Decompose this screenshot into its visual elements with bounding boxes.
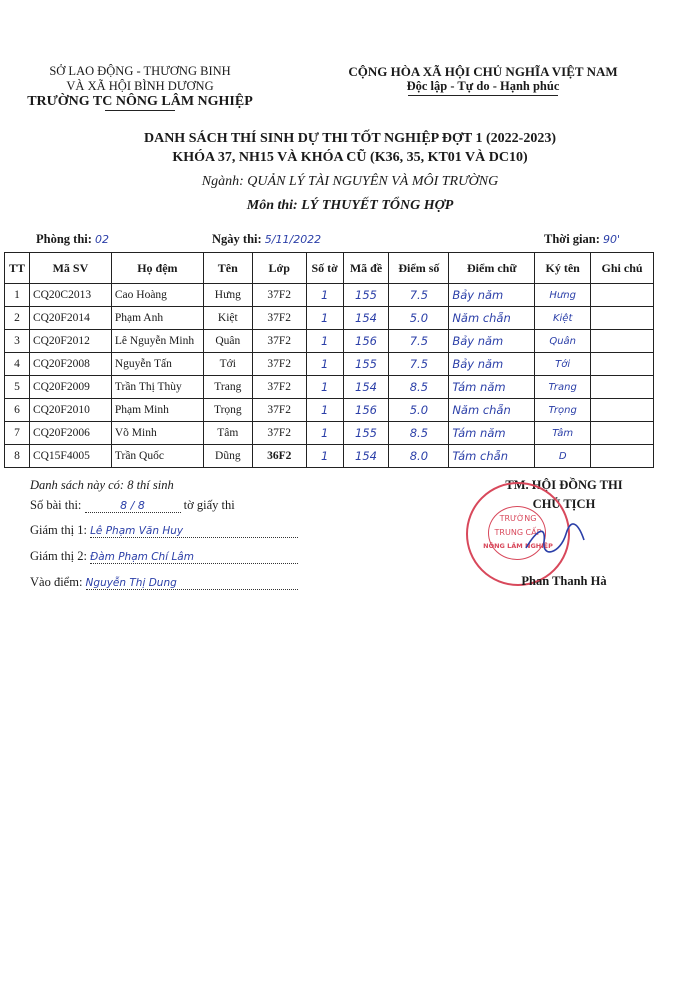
col-header-signature: Ký tên <box>535 253 591 284</box>
cell-given-name: Trọng <box>203 399 252 422</box>
major-name: QUẢN LÝ TÀI NGUYÊN VÀ MÔI TRƯỜNG <box>247 174 499 189</box>
cell-given-name: Quân <box>203 330 252 353</box>
cell-given-name: Hưng <box>203 284 252 307</box>
cell-surname: Trần Thị Thùy <box>111 376 203 399</box>
cell-class: 37F2 <box>252 307 306 330</box>
cell-student-id: CQ20F2008 <box>29 353 111 376</box>
table-row <box>5 307 654 330</box>
cell-class: 37F2 <box>252 330 306 353</box>
cell-score: 8.5 <box>389 422 449 445</box>
cell-tt: 1 <box>5 284 30 307</box>
cell-sheets: 1 <box>306 422 343 445</box>
cell-score-words: Bảy năm <box>449 330 535 353</box>
cell-tt: 7 <box>5 422 30 445</box>
cell-signature: Kiệt <box>535 307 591 330</box>
major-label: Ngành: <box>201 174 244 189</box>
cell-tt: 3 <box>5 330 30 353</box>
cell-exam-code: 154 <box>343 307 389 330</box>
school-name: TRƯỜNG TC NÔNG LÂM NGHIỆP <box>27 94 253 109</box>
cell-tt: 6 <box>5 399 30 422</box>
cell-exam-code: 154 <box>343 445 389 468</box>
proctor-2-signature: Đàm Phạm Chí Lâm <box>90 551 298 564</box>
cell-notes <box>591 376 654 399</box>
cell-sheets: 1 <box>306 399 343 422</box>
cell-sheets: 1 <box>306 445 343 468</box>
cell-sheets: 1 <box>306 330 343 353</box>
cell-exam-code: 156 <box>343 330 389 353</box>
papers-suffix: tờ giấy thi <box>183 498 235 512</box>
cell-surname: Võ Minh <box>111 422 203 445</box>
cell-exam-code: 154 <box>343 376 389 399</box>
cell-student-id: CQ20C2013 <box>29 284 111 307</box>
cell-class: 37F2 <box>252 399 306 422</box>
cell-signature: Hưng <box>535 284 591 307</box>
cell-signature: Tới <box>535 353 591 376</box>
cell-class: 37F2 <box>252 376 306 399</box>
col-header-tt: TT <box>5 253 30 284</box>
cell-notes <box>591 330 654 353</box>
major-line <box>0 174 700 190</box>
papers-label: Số bài thi: <box>30 498 82 512</box>
country-name: CỘNG HÒA XÃ HỘI CHỦ NGHĨA VIỆT NAM <box>348 64 618 79</box>
cell-score-words: Tám năm <box>449 422 535 445</box>
score-entry-signature: Nguyễn Thị Dung <box>86 577 298 590</box>
cell-exam-code: 155 <box>343 284 389 307</box>
chair-name: Phan Thanh Hà <box>521 574 607 588</box>
col-header-score-words: Điểm chữ <box>449 253 535 284</box>
cell-surname: Phạm Minh <box>111 399 203 422</box>
cell-signature: Trang <box>535 376 591 399</box>
cell-surname: Trần Quốc <box>111 445 203 468</box>
proctor-1-line <box>30 523 298 538</box>
score-entry-label: Vào điểm: <box>30 575 83 589</box>
col-header-class: Lớp <box>252 253 306 284</box>
col-header-surname: Họ đệm <box>111 253 203 284</box>
exam-room <box>36 232 109 247</box>
cell-tt: 8 <box>5 445 30 468</box>
cell-student-id: CQ15F4005 <box>29 445 111 468</box>
cell-notes <box>591 353 654 376</box>
cell-score-words: Năm chẵn <box>449 399 535 422</box>
cell-given-name: Trang <box>203 376 252 399</box>
cell-tt: 5 <box>5 376 30 399</box>
cell-score-words: Bảy năm <box>449 284 535 307</box>
col-header-student-id: Mã SV <box>29 253 111 284</box>
chair-handwritten-signature <box>520 520 590 560</box>
cell-given-name: Kiệt <box>203 307 252 330</box>
cell-sheets: 1 <box>306 284 343 307</box>
cell-score: 5.0 <box>389 399 449 422</box>
cell-sheets: 1 <box>306 376 343 399</box>
exam-date <box>212 232 321 247</box>
table-row <box>5 284 654 307</box>
table-row <box>5 422 654 445</box>
cell-score-words: Tám chẵn <box>449 445 535 468</box>
proctor-1-signature: Lê Phạm Văn Huy <box>90 525 298 538</box>
cell-score: 8.0 <box>389 445 449 468</box>
cell-sheets: 1 <box>306 353 343 376</box>
date-label: Ngày thi: <box>212 232 262 246</box>
proctor-1-label: Giám thị 1: <box>30 523 87 537</box>
col-header-sheets: Số tờ <box>306 253 343 284</box>
country-motto: Độc lập - Tự do - Hạnh phúc <box>406 79 560 93</box>
issuing-authority <box>20 64 260 111</box>
subject-label: Môn thi: <box>246 198 298 213</box>
table-header-row <box>5 253 654 284</box>
chair-title: CHỦ TỊCH <box>532 497 596 511</box>
papers-value: 8 / 8 <box>85 499 181 513</box>
motto-underline <box>408 95 558 96</box>
authority-line-2: VÀ XÃ HỘI BÌNH DƯƠNG <box>66 79 214 93</box>
cell-student-id: CQ20F2009 <box>29 376 111 399</box>
table-row <box>5 445 654 468</box>
duration-label: Thời gian: <box>544 232 600 246</box>
cell-notes <box>591 422 654 445</box>
cell-class: 37F2 <box>252 284 306 307</box>
cell-class: 37F2 <box>252 422 306 445</box>
cell-notes <box>591 284 654 307</box>
cell-surname: Cao Hoàng <box>111 284 203 307</box>
cell-notes <box>591 399 654 422</box>
seal-text-line-1: TRƯỜNG <box>499 514 537 523</box>
col-header-notes: Ghi chú <box>591 253 654 284</box>
col-header-exam-code: Mã đề <box>343 253 389 284</box>
national-heading <box>318 64 648 96</box>
papers-line <box>30 498 235 513</box>
cell-signature: Tâm <box>535 422 591 445</box>
cell-class: 37F2 <box>252 353 306 376</box>
col-header-given-name: Tên <box>203 253 252 284</box>
document-title-line-2: KHÓA 37, NH15 VÀ KHÓA CŨ (K36, 35, KT01 VÀ DC10) <box>172 150 528 165</box>
table-row <box>5 353 654 376</box>
table-row <box>5 399 654 422</box>
proctor-2-label: Giám thị 2: <box>30 549 87 563</box>
seal-text-line-2: TRUNG CẤP <box>494 528 542 537</box>
date-value: 5/11/2022 <box>264 233 322 246</box>
cell-score: 5.0 <box>389 307 449 330</box>
cell-signature: D <box>535 445 591 468</box>
cell-sheets: 1 <box>306 307 343 330</box>
score-entry-line <box>30 575 298 590</box>
cell-score: 7.5 <box>389 353 449 376</box>
cell-student-id: CQ20F2012 <box>29 330 111 353</box>
cell-signature: Quân <box>535 330 591 353</box>
table-row <box>5 376 654 399</box>
cell-score-words: Năm chẵn <box>449 307 535 330</box>
cell-surname: Phạm Anh <box>111 307 203 330</box>
cell-signature: Trọng <box>535 399 591 422</box>
subject-line <box>0 198 700 214</box>
cell-class: 36F2 <box>252 445 306 468</box>
cell-notes <box>591 445 654 468</box>
document-title-line-1: DANH SÁCH THÍ SINH DỰ THI TỐT NGHIỆP ĐỢT 1 (2022-2023) <box>143 131 557 146</box>
cell-score: 7.5 <box>389 284 449 307</box>
seal-text-line-3: NÔNG LÂM NGHIỆP <box>483 542 553 550</box>
cell-given-name: Dũng <box>203 445 252 468</box>
candidate-table <box>4 252 654 468</box>
cell-exam-code: 155 <box>343 353 389 376</box>
cell-given-name: Tâm <box>203 422 252 445</box>
cell-exam-code: 155 <box>343 422 389 445</box>
cell-score-words: Tám năm <box>449 376 535 399</box>
room-value: 02 <box>95 233 110 246</box>
cell-tt: 4 <box>5 353 30 376</box>
duration-value: 90' <box>603 233 621 246</box>
school-underline <box>105 110 175 111</box>
cell-given-name: Tới <box>203 353 252 376</box>
col-header-score: Điểm số <box>389 253 449 284</box>
subject-name: LÝ THUYẾT TỔNG HỢP <box>301 198 454 213</box>
cell-surname: Lê Nguyễn Minh <box>111 330 203 353</box>
cell-score-words: Bảy năm <box>449 353 535 376</box>
proctor-2-line <box>30 549 298 564</box>
cell-exam-code: 156 <box>343 399 389 422</box>
cell-tt: 2 <box>5 307 30 330</box>
page-cut-edge <box>0 473 660 477</box>
authority-line-1: SỞ LAO ĐỘNG - THƯƠNG BINH <box>49 64 231 78</box>
cell-surname: Nguyễn Tấn <box>111 353 203 376</box>
cell-notes <box>591 307 654 330</box>
council-title: TM. HỘI ĐỒNG THI <box>505 478 623 492</box>
cell-student-id: CQ20F2006 <box>29 422 111 445</box>
cell-score: 8.5 <box>389 376 449 399</box>
cell-student-id: CQ20F2014 <box>29 307 111 330</box>
room-label: Phòng thi: <box>36 232 92 246</box>
cell-student-id: CQ20F2010 <box>29 399 111 422</box>
table-row <box>5 330 654 353</box>
cell-score: 7.5 <box>389 330 449 353</box>
exam-duration <box>544 232 620 247</box>
candidate-count-note: Danh sách này có: 8 thí sinh <box>30 478 174 492</box>
